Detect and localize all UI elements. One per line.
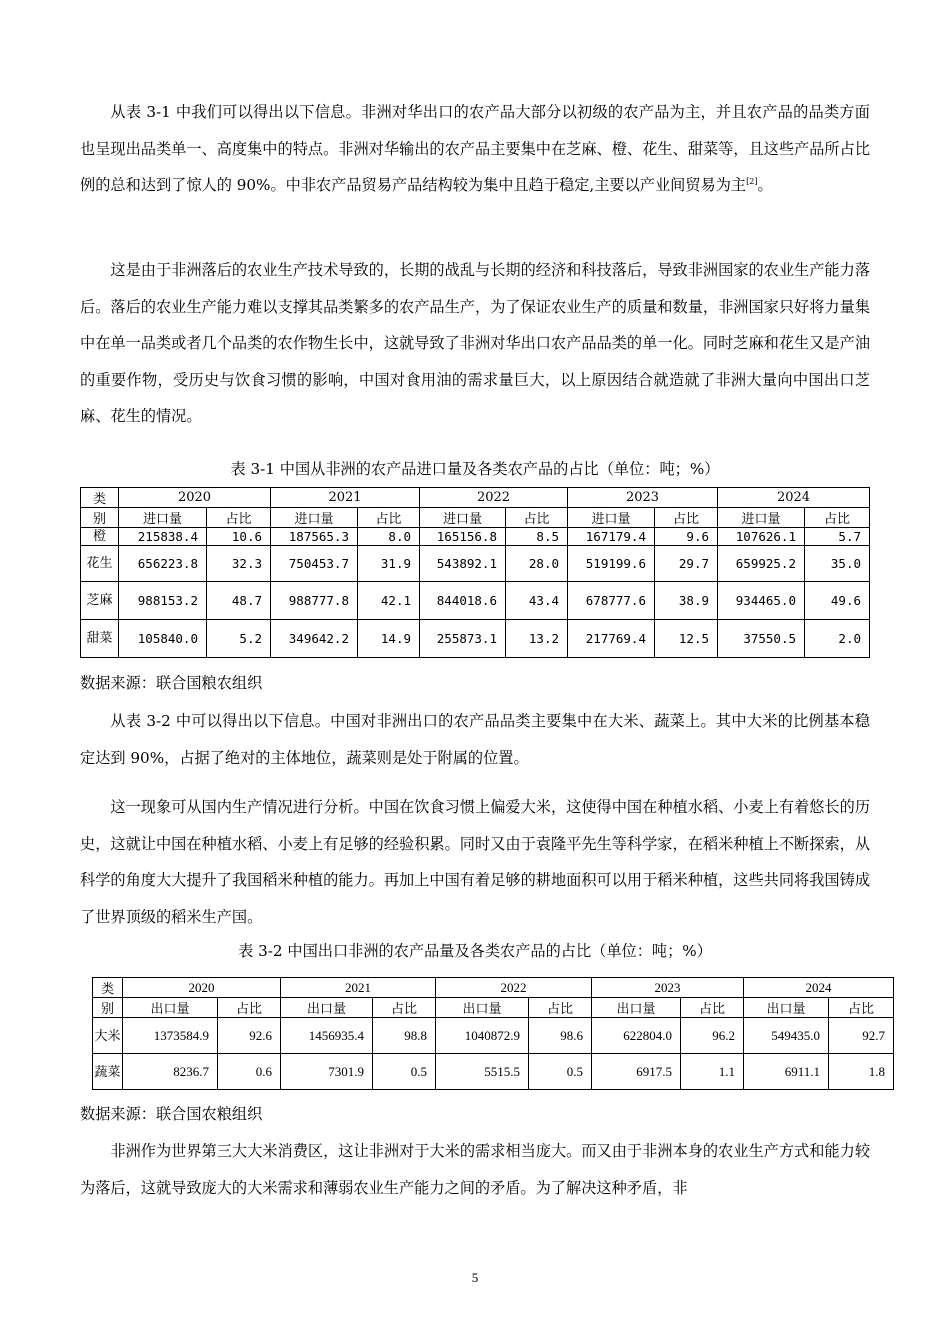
table-2-year: 2023: [592, 978, 744, 998]
table-cell: 37550.5: [718, 620, 805, 658]
table-cell: 14.9: [358, 620, 420, 658]
table-2-share-header: 占比: [218, 998, 281, 1018]
table-cell: 8.0: [358, 528, 420, 546]
paragraph-1-text: 从表 3-1 中我们可以得出以下信息。非洲对华出口的农产品大部分以初级的农产品为主，并且农产品的品类方面也呈现出品类单一、高度集中的特点。非洲对华输出的农产品主要集中在芝麻、橙、花生、甜菜等，且这些产品所占比例的总和达到了惊人的 90%。中非农产品贸易产品结构较为集中且趋于稳定,主要以产业间贸易为主: [80, 103, 870, 195]
table-cell: 35.0: [805, 546, 870, 582]
table-2-qty-header: 出口量: [123, 998, 218, 1018]
table-cell: 42.1: [358, 582, 420, 620]
table-cell: 105840.0: [119, 620, 207, 658]
paragraph-5: 非洲作为世界第三大大米消费区，这让非洲对于大米的需求相当庞大。而又由于非洲本身的农业生产方式和能力较为落后，这就导致庞大的大米需求和薄弱农业生产能力之间的矛盾。为了解决这种矛盾，非: [80, 1142, 870, 1197]
paragraph-3: 从表 3-2 中可以得出以下信息。中国对非洲出口的农产品品类主要集中在大米、蔬菜上。其中大米的比例基本稳定达到 90%，占据了绝对的主体地位，蔬菜则是处于附属的位置。: [80, 712, 870, 767]
table-cell: 678777.6: [568, 582, 655, 620]
table-cell: 6917.5: [592, 1054, 681, 1090]
table-2: [92, 977, 894, 1090]
table-cell: 1373584.9: [123, 1018, 218, 1054]
table-2-year: 2024: [744, 978, 894, 998]
table-1-year: 2020: [119, 488, 271, 508]
table-cell: 5515.5: [436, 1054, 529, 1090]
table-row: [81, 528, 870, 546]
paragraph-1-end: 。: [757, 176, 773, 195]
citation-ref: [2]: [746, 177, 758, 187]
table-1-share-header: 占比: [506, 508, 568, 528]
table-cell: 49.6: [805, 582, 870, 620]
table-cell: 1040872.9: [436, 1018, 529, 1054]
table-cell: 28.0: [506, 546, 568, 582]
table-cell: 349642.2: [271, 620, 358, 658]
table-cell: 9.6: [655, 528, 718, 546]
table-1-qty-header: 进口量: [718, 508, 805, 528]
table-cell: 8236.7: [123, 1054, 218, 1090]
table-1-share-header: 占比: [358, 508, 420, 528]
table-2-share-header: 占比: [373, 998, 436, 1018]
table-2-corner-bottom: 别: [93, 998, 123, 1018]
table-row: [93, 1018, 894, 1054]
table-cell: 6911.1: [744, 1054, 829, 1090]
table-cell: 656223.8: [119, 546, 207, 582]
table-cell: 5.7: [805, 528, 870, 546]
table-1-year-row: [81, 488, 870, 508]
table-cell: 92.6: [218, 1018, 281, 1054]
table-2-qty-header: 出口量: [592, 998, 681, 1018]
table-cell: 10.6: [207, 528, 271, 546]
table-1-share-header: 占比: [805, 508, 870, 528]
table-1-qty-header: 进口量: [568, 508, 655, 528]
table-cell: 5.2: [207, 620, 271, 658]
table-cell: 48.7: [207, 582, 271, 620]
table-cell: 1456935.4: [281, 1018, 373, 1054]
table-2-year: 2020: [123, 978, 281, 998]
table-row: [81, 620, 870, 658]
table-1-category: 橙: [81, 528, 119, 546]
table-1-share-header: 占比: [655, 508, 718, 528]
paragraph-4: 这一现象可从国内生产情况进行分析。中国在饮食习惯上偏爱大米，这使得中国在种植水稻、小麦上有着悠长的历史，这就让中国在种植水稻、小麦上有足够的经验积累。同时又由于袁隆平先生等科学家，在稻米种植上不断探索，从科学的角度大大提升了我国稻米种植的能力。再加上中国有着足够的耕地面积可以用于稻米种植，这些共同将我国铸成了世界顶级的稻米生产国。: [80, 798, 870, 926]
table-cell: 255873.1: [420, 620, 506, 658]
table-cell: 1.1: [681, 1054, 744, 1090]
table-cell: 29.7: [655, 546, 718, 582]
table-cell: 98.8: [373, 1018, 436, 1054]
paragraph-2: 这是由于非洲落后的农业生产技术导致的，长期的战乱与长期的经济和科技落后，导致非洲国家的农业生产能力落后。落后的农业生产能力难以支撑其品类繁多的农产品生产，为了保证农业生产的质量和数量，非洲国家只好将力量集中在单一品类或者几个品类的农作物生长中，这就导致了非洲对华出口农产品品类的单一化。同时芝麻和花生又是产油的重要作物，受历史与饮食习惯的影响，中国对食用油的需求量巨大，以上原因结合就造就了非洲大量向中国出口芝麻、花生的情况。: [80, 261, 870, 426]
table-1-category: 甜菜: [81, 620, 119, 658]
table-cell: 0.6: [218, 1054, 281, 1090]
table-1-category: 花生: [81, 546, 119, 582]
table-1-qty-header: 进口量: [271, 508, 358, 528]
table-cell: 519199.6: [568, 546, 655, 582]
table-2-qty-header: 出口量: [744, 998, 829, 1018]
table-1: [80, 487, 870, 658]
table-2-category: 蔬菜: [93, 1054, 123, 1090]
table-cell: 165156.8: [420, 528, 506, 546]
table-1-corner-bottom: 别: [81, 508, 119, 528]
table-1-year: 2024: [718, 488, 870, 508]
table-cell: 0.5: [373, 1054, 436, 1090]
table-cell: 622804.0: [592, 1018, 681, 1054]
table-cell: 107626.1: [718, 528, 805, 546]
table-1-subheader-row: [81, 508, 870, 528]
table-cell: 92.7: [829, 1018, 894, 1054]
table-cell: 38.9: [655, 582, 718, 620]
table-1-category: 芝麻: [81, 582, 119, 620]
table-row: [93, 1054, 894, 1090]
table-cell: 0.5: [529, 1054, 592, 1090]
table-cell: 215838.4: [119, 528, 207, 546]
table-2-caption: 表 3-2 中国出口非洲的农产品量及各类农产品的占比（单位：吨；%）: [238, 942, 712, 960]
table-1-qty-header: 进口量: [420, 508, 506, 528]
table-2-year-row: [93, 978, 894, 998]
table-cell: 659925.2: [718, 546, 805, 582]
table-cell: 988153.2: [119, 582, 207, 620]
table-1-year: 2021: [271, 488, 420, 508]
table-2-share-header: 占比: [529, 998, 592, 1018]
table-cell: 13.2: [506, 620, 568, 658]
table-1-corner-top: 类: [81, 488, 119, 508]
table-1-caption: 表 3-1 中国从非洲的农产品进口量及各类农产品的占比（单位：吨；%）: [230, 460, 720, 478]
table-cell: 217769.4: [568, 620, 655, 658]
table-cell: 934465.0: [718, 582, 805, 620]
table-cell: 988777.8: [271, 582, 358, 620]
paragraph-1: [80, 94, 870, 204]
table-row: [81, 582, 870, 620]
table-2-share-header: 占比: [681, 998, 744, 1018]
table-1-qty-header: 进口量: [119, 508, 207, 528]
table-2-year: 2022: [436, 978, 592, 998]
table-1-share-header: 占比: [207, 508, 271, 528]
table-2-source: 数据来源：联合国农粮组织: [80, 1105, 263, 1123]
table-2-qty-header: 出口量: [281, 998, 373, 1018]
table-cell: 7301.9: [281, 1054, 373, 1090]
table-cell: 8.5: [506, 528, 568, 546]
table-2-corner-top: 类: [93, 978, 123, 998]
table-2-category: 大米: [93, 1018, 123, 1054]
table-cell: 98.6: [529, 1018, 592, 1054]
table-cell: 43.4: [506, 582, 568, 620]
table-cell: 1.8: [829, 1054, 894, 1090]
table-cell: 543892.1: [420, 546, 506, 582]
table-2-subheader-row: [93, 998, 894, 1018]
table-cell: 187565.3: [271, 528, 358, 546]
table-cell: 32.3: [207, 546, 271, 582]
table-cell: 12.5: [655, 620, 718, 658]
table-cell: 844018.6: [420, 582, 506, 620]
table-1-year: 2022: [420, 488, 568, 508]
table-cell: 750453.7: [271, 546, 358, 582]
table-cell: 96.2: [681, 1018, 744, 1054]
page-number: 5: [471, 1270, 479, 1285]
table-2-qty-header: 出口量: [436, 998, 529, 1018]
table-2-share-header: 占比: [829, 998, 894, 1018]
table-row: [81, 546, 870, 582]
table-cell: 167179.4: [568, 528, 655, 546]
table-cell: 31.9: [358, 546, 420, 582]
table-cell: 2.0: [805, 620, 870, 658]
table-cell: 549435.0: [744, 1018, 829, 1054]
table-2-year: 2021: [281, 978, 436, 998]
table-1-year: 2023: [568, 488, 718, 508]
table-1-source: 数据来源：联合国粮农组织: [80, 674, 263, 692]
